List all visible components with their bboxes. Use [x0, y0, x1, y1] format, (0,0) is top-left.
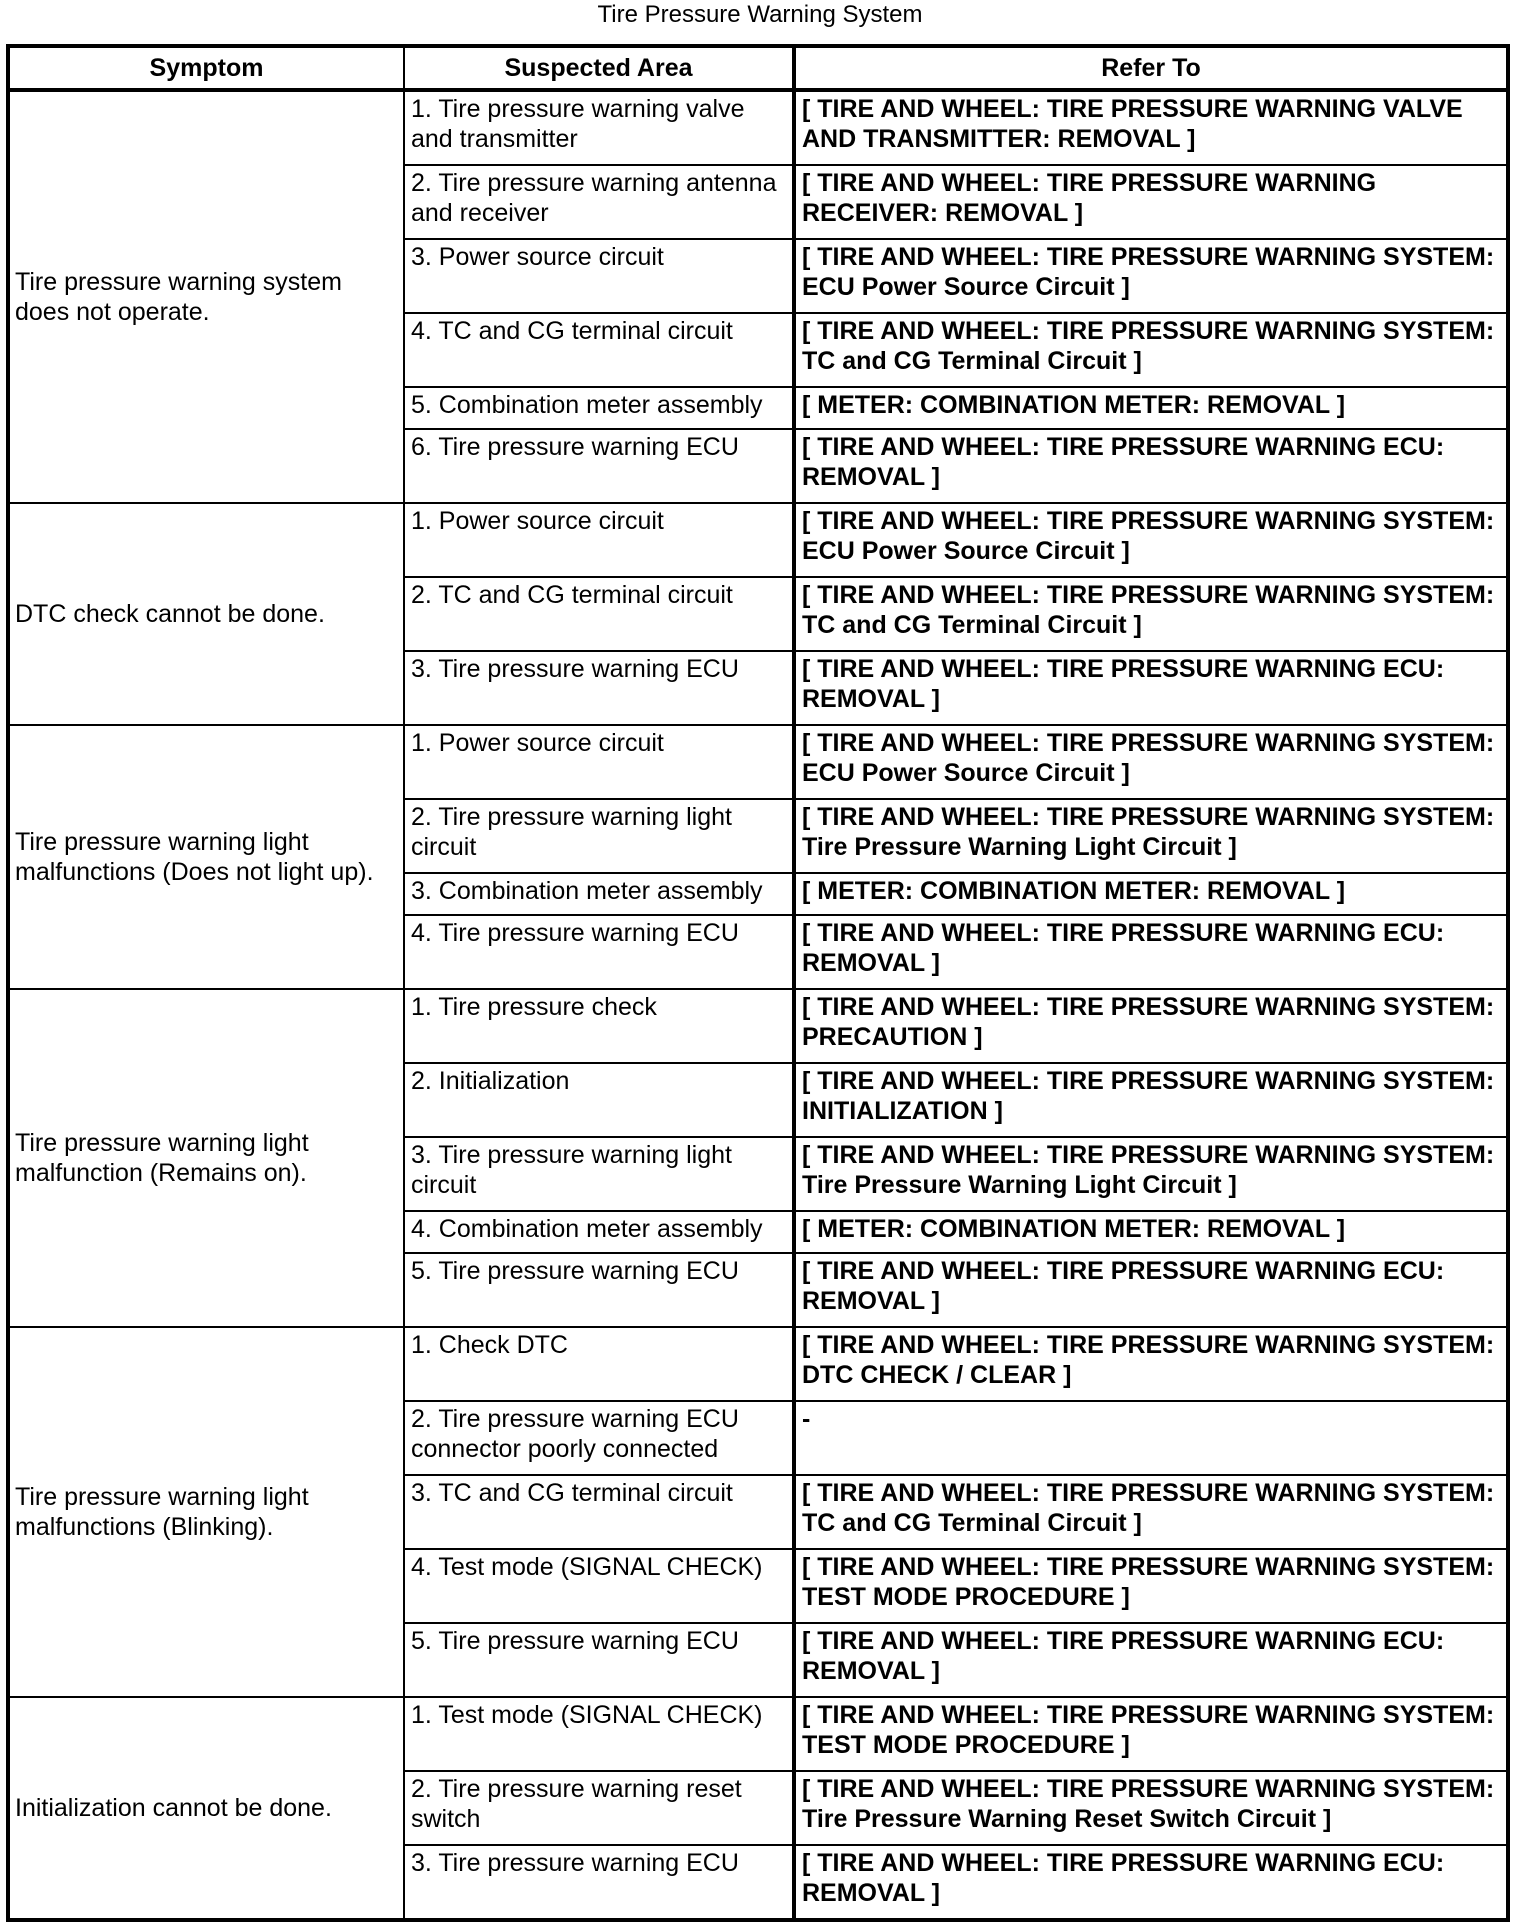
symptom-cell: Tire pressure warning light malfunctions (Does not light up).	[8, 725, 404, 989]
suspected-area-cell: 1. Power source circuit	[404, 725, 794, 799]
table-row	[8, 989, 1508, 1063]
refer-to-cell: [ TIRE AND WHEEL: TIRE PRESSURE WARNING SYSTEM: TC and CG Terminal Circuit ]	[794, 313, 1508, 387]
table-row	[8, 1327, 1508, 1401]
symptom-cell: Initialization cannot be done.	[8, 1697, 404, 1920]
suspected-area-cell: 5. Combination meter assembly	[404, 387, 794, 429]
refer-to-cell: [ METER: COMBINATION METER: REMOVAL ]	[794, 1211, 1508, 1253]
suspected-area-cell: 1. Tire pressure warning valve and transmitter	[404, 90, 794, 165]
troubleshooting-table	[6, 44, 1510, 1922]
suspected-area-cell: 1. Power source circuit	[404, 503, 794, 577]
symptom-cell: DTC check cannot be done.	[8, 503, 404, 725]
refer-to-cell: -	[794, 1401, 1508, 1475]
refer-to-cell: [ TIRE AND WHEEL: TIRE PRESSURE WARNING RECEIVER: REMOVAL ]	[794, 165, 1508, 239]
suspected-area-cell: 2. Initialization	[404, 1063, 794, 1137]
table-row	[8, 1697, 1508, 1771]
suspected-area-cell: 3. TC and CG terminal circuit	[404, 1475, 794, 1549]
suspected-area-cell: 2. Tire pressure warning reset switch	[404, 1771, 794, 1845]
suspected-area-cell: 2. Tire pressure warning light circuit	[404, 799, 794, 873]
suspected-area-cell: 2. TC and CG terminal circuit	[404, 577, 794, 651]
refer-to-cell: [ TIRE AND WHEEL: TIRE PRESSURE WARNING SYSTEM: Tire Pressure Warning Light Circuit ]	[794, 1137, 1508, 1211]
suspected-area-cell: 2. Tire pressure warning antenna and receiver	[404, 165, 794, 239]
symptom-cell: Tire pressure warning light malfunctions (Blinking).	[8, 1327, 404, 1697]
header-suspected-area: Suspected Area	[404, 46, 794, 90]
refer-to-cell: [ TIRE AND WHEEL: TIRE PRESSURE WARNING VALVE AND TRANSMITTER: REMOVAL ]	[794, 90, 1508, 165]
suspected-area-cell: 2. Tire pressure warning ECU connector poorly connected	[404, 1401, 794, 1475]
refer-to-cell: [ TIRE AND WHEEL: TIRE PRESSURE WARNING SYSTEM: TEST MODE PROCEDURE ]	[794, 1549, 1508, 1623]
suspected-area-cell: 3. Tire pressure warning ECU	[404, 1845, 794, 1920]
refer-to-cell: [ TIRE AND WHEEL: TIRE PRESSURE WARNING ECU: REMOVAL ]	[794, 651, 1508, 725]
refer-to-cell: [ TIRE AND WHEEL: TIRE PRESSURE WARNING SYSTEM: TC and CG Terminal Circuit ]	[794, 577, 1508, 651]
refer-to-cell: [ TIRE AND WHEEL: TIRE PRESSURE WARNING SYSTEM: ECU Power Source Circuit ]	[794, 725, 1508, 799]
refer-to-cell: [ METER: COMBINATION METER: REMOVAL ]	[794, 873, 1508, 915]
suspected-area-cell: 1. Test mode (SIGNAL CHECK)	[404, 1697, 794, 1771]
refer-to-cell: [ TIRE AND WHEEL: TIRE PRESSURE WARNING ECU: REMOVAL ]	[794, 429, 1508, 503]
suspected-area-cell: 3. Combination meter assembly	[404, 873, 794, 915]
suspected-area-cell: 5. Tire pressure warning ECU	[404, 1623, 794, 1697]
header-refer-to: Refer To	[794, 46, 1508, 90]
refer-to-cell: [ TIRE AND WHEEL: TIRE PRESSURE WARNING ECU: REMOVAL ]	[794, 1253, 1508, 1327]
suspected-area-cell: 3. Tire pressure warning ECU	[404, 651, 794, 725]
suspected-area-cell: 5. Tire pressure warning ECU	[404, 1253, 794, 1327]
refer-to-cell: [ TIRE AND WHEEL: TIRE PRESSURE WARNING SYSTEM: ECU Power Source Circuit ]	[794, 503, 1508, 577]
refer-to-cell: [ TIRE AND WHEEL: TIRE PRESSURE WARNING ECU: REMOVAL ]	[794, 915, 1508, 989]
refer-to-cell: [ TIRE AND WHEEL: TIRE PRESSURE WARNING SYSTEM: TC and CG Terminal Circuit ]	[794, 1475, 1508, 1549]
suspected-area-cell: 4. Test mode (SIGNAL CHECK)	[404, 1549, 794, 1623]
suspected-area-cell: 6. Tire pressure warning ECU	[404, 429, 794, 503]
table-header	[8, 46, 1508, 90]
suspected-area-cell: 1. Check DTC	[404, 1327, 794, 1401]
refer-to-cell: [ TIRE AND WHEEL: TIRE PRESSURE WARNING SYSTEM: DTC CHECK / CLEAR ]	[794, 1327, 1508, 1401]
refer-to-cell: [ TIRE AND WHEEL: TIRE PRESSURE WARNING SYSTEM: ECU Power Source Circuit ]	[794, 239, 1508, 313]
suspected-area-cell: 3. Tire pressure warning light circuit	[404, 1137, 794, 1211]
suspected-area-cell: 4. Combination meter assembly	[404, 1211, 794, 1253]
refer-to-cell: [ TIRE AND WHEEL: TIRE PRESSURE WARNING SYSTEM: INITIALIZATION ]	[794, 1063, 1508, 1137]
suspected-area-cell: 1. Tire pressure check	[404, 989, 794, 1063]
refer-to-cell: [ TIRE AND WHEEL: TIRE PRESSURE WARNING SYSTEM: TEST MODE PROCEDURE ]	[794, 1697, 1508, 1771]
refer-to-cell: [ TIRE AND WHEEL: TIRE PRESSURE WARNING SYSTEM: Tire Pressure Warning Reset Switch Circuit ]	[794, 1771, 1508, 1845]
suspected-area-cell: 3. Power source circuit	[404, 239, 794, 313]
refer-to-cell: [ TIRE AND WHEEL: TIRE PRESSURE WARNING SYSTEM: Tire Pressure Warning Light Circuit ]	[794, 799, 1508, 873]
symptom-cell: Tire pressure warning system does not operate.	[8, 90, 404, 503]
page-title: Tire Pressure Warning System	[597, 1, 923, 28]
header-symptom: Symptom	[8, 46, 404, 90]
table-container	[6, 44, 1506, 1922]
symptom-cell: Tire pressure warning light malfunction (Remains on).	[8, 989, 404, 1327]
table-row	[8, 90, 1508, 165]
refer-to-cell: [ TIRE AND WHEEL: TIRE PRESSURE WARNING ECU: REMOVAL ]	[794, 1845, 1508, 1920]
refer-to-cell: [ TIRE AND WHEEL: TIRE PRESSURE WARNING SYSTEM: PRECAUTION ]	[794, 989, 1508, 1063]
suspected-area-cell: 4. TC and CG terminal circuit	[404, 313, 794, 387]
table-row	[8, 725, 1508, 799]
refer-to-cell: [ TIRE AND WHEEL: TIRE PRESSURE WARNING ECU: REMOVAL ]	[794, 1623, 1508, 1697]
refer-to-cell: [ METER: COMBINATION METER: REMOVAL ]	[794, 387, 1508, 429]
table-body	[8, 90, 1508, 1920]
header-row	[8, 46, 1508, 90]
table-row	[8, 503, 1508, 577]
suspected-area-cell: 4. Tire pressure warning ECU	[404, 915, 794, 989]
